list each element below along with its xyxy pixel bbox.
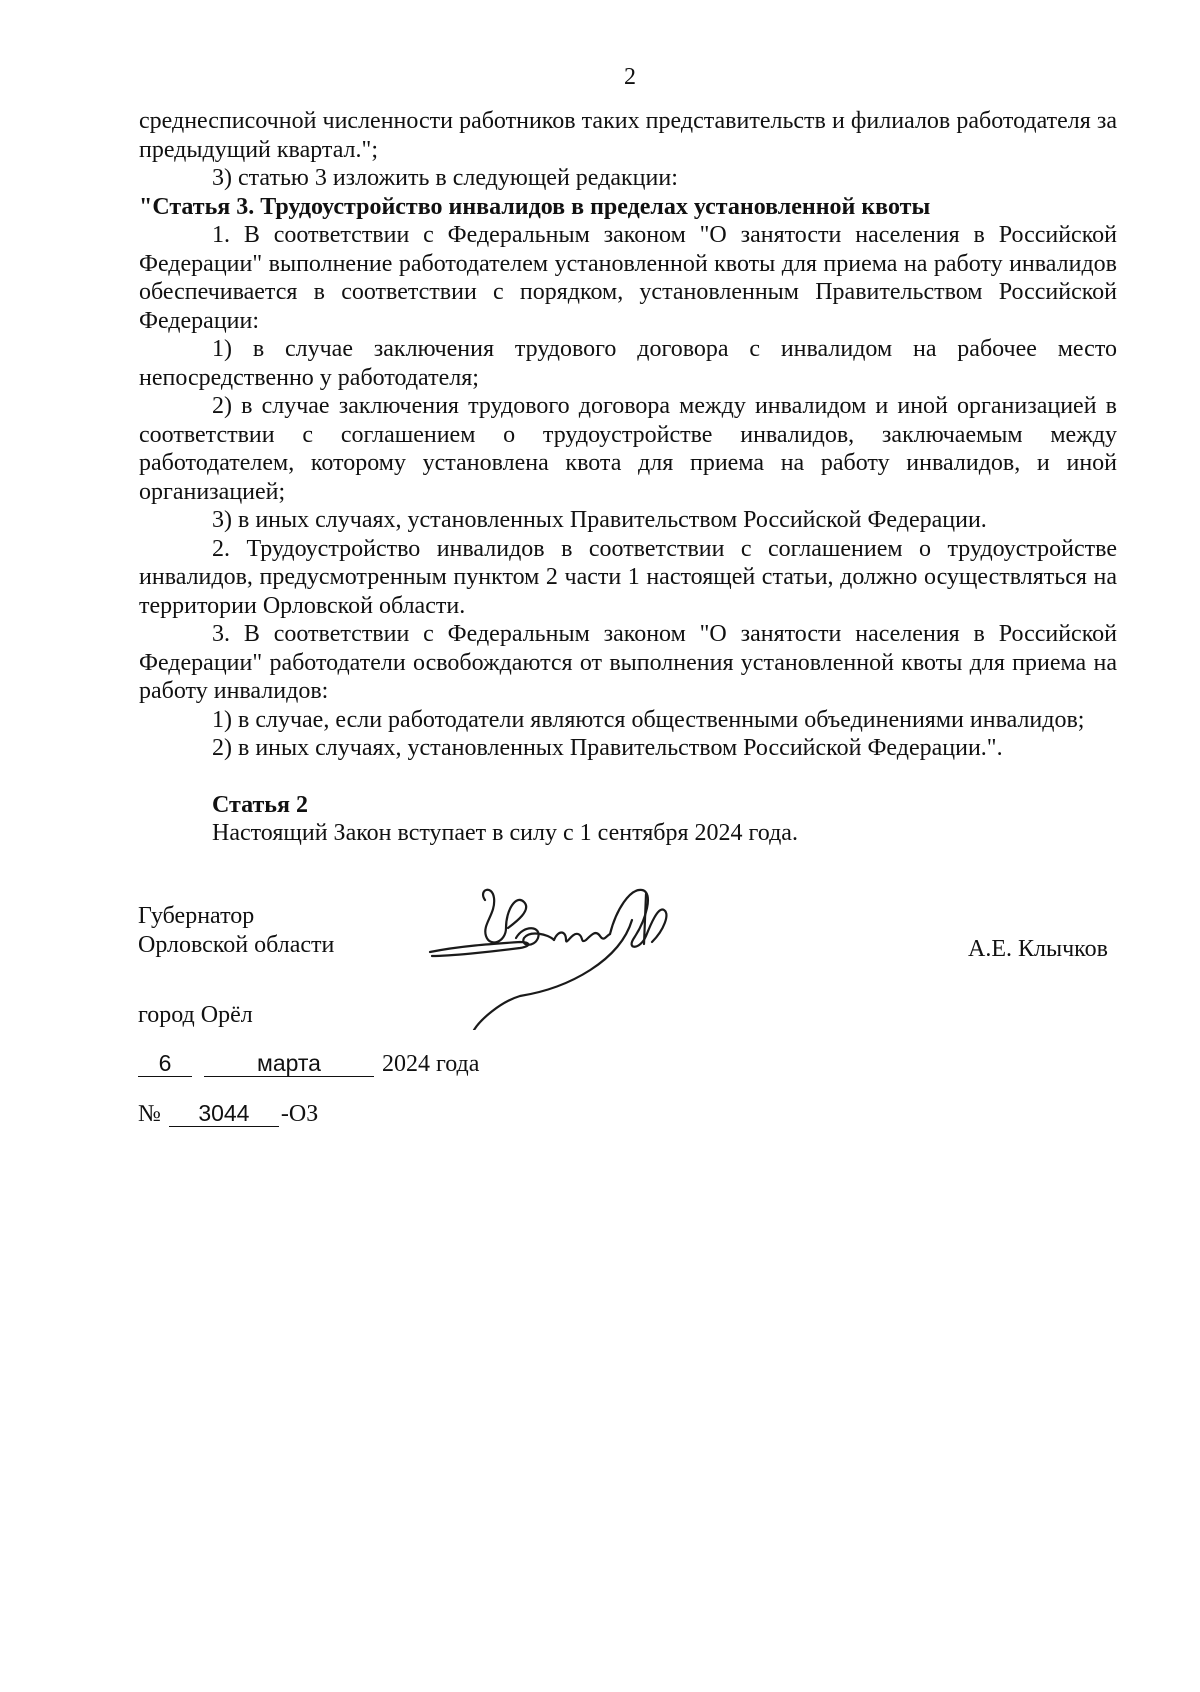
paragraph: 3) статью 3 изложить в следующей редакции: [212,165,678,191]
date-month: марта [204,1050,374,1077]
governor-title-line1: Губернатор [138,903,255,929]
page-number: 2 [624,64,636,90]
paragraph: 3. В соответствии с Федеральным законом "О занятости населения в Российской Федерации" работодатели освобождаются от выполнения установленной квоты для приема на работу инвалидов: [139,621,1117,704]
governor-title [138,902,334,960]
paragraph: 3) в иных случаях, установленных Правительством Российской Федерации. [212,507,987,533]
paragraph: 2) в случае заключения трудового договора между инвалидом и иной организацией в соответствии с соглашением о трудоустройстве инвалидов, заключаемым между работодателем, которому установлена квота для приема на работу инвалидов, и иной организацией; [139,393,1117,505]
signing-date [138,1050,479,1078]
governor-title-line2: Орловской области [138,932,335,958]
number-suffix: -ОЗ [280,1101,319,1127]
city: город Орёл [138,1002,253,1028]
paragraph: Настоящий Закон вступает в силу с 1 сентября 2024 года. [212,820,798,846]
article-heading: Статья 2 [212,791,308,818]
paragraph: 2) в иных случаях, установленных Правительством Российской Федерации.". [212,735,1003,761]
handwritten-signature [420,880,690,1030]
paragraph: 1) в случае, если работодатели являются общественными объединениями инвалидов; [212,706,1085,733]
governor-name: А.Е. Клычков [968,936,1108,962]
paragraph: 1. В соответствии с Федеральным законом "О занятости населения в Российской Федерации" выполнение работодателем установленной квоты для приема на работу инвалидов обеспечивается в соответствии с порядком, установленным Правительством Российской Федерации: [139,222,1117,334]
paragraph: 1) в случае заключения трудового договора с инвалидом на рабочее место непосредственно у работодателя; [139,336,1117,391]
date-day: 6 [138,1050,192,1077]
paragraph: 2. Трудоустройство инвалидов в соответствии с соглашением о трудоустройстве инвалидов, предусмотренным пунктом 2 части 1 настоящей статьи, должно осуществляться на территории Орловской области. [139,535,1117,619]
date-year: 2024 года [382,1051,480,1077]
article-heading: "Статья 3. Трудоустройство инвалидов в пределах установленной квоты [139,193,931,220]
paragraph: среднесписочной численности работников таких представительств и филиалов работодателя за предыдущий квартал."; [139,108,1117,163]
paragraph-spacer [139,763,1117,791]
law-number [138,1100,318,1128]
number-value: 3044 [169,1100,279,1127]
law-body-text [139,107,1117,848]
number-prefix: № [138,1101,161,1127]
